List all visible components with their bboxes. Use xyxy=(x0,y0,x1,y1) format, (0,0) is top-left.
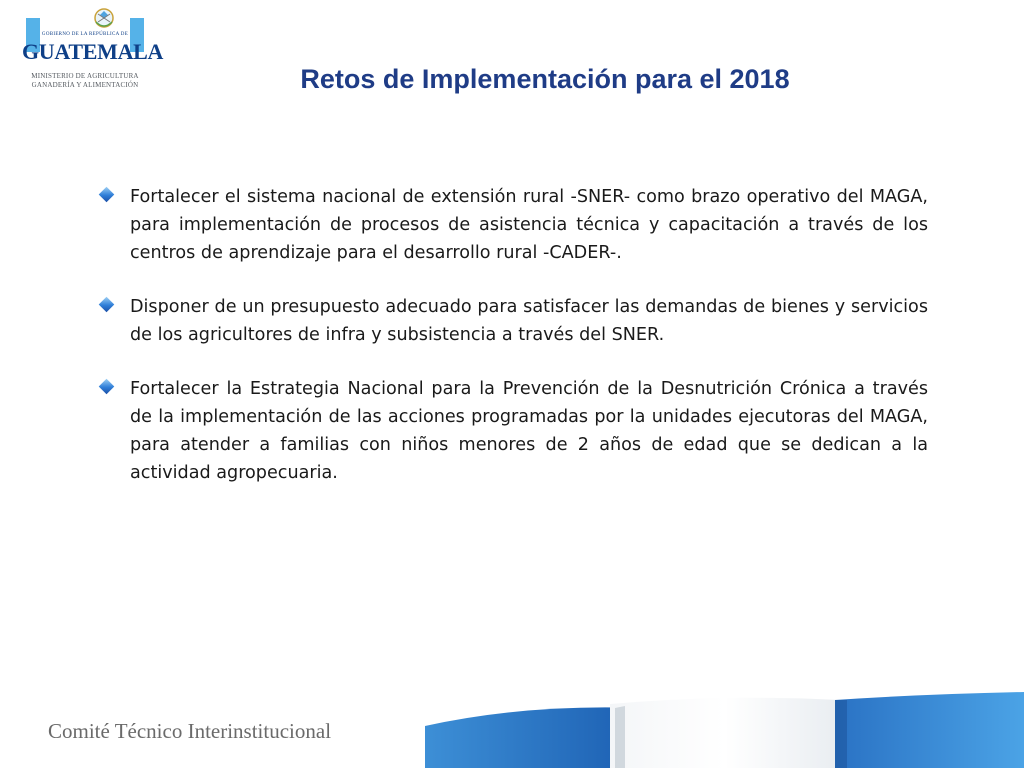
flag-band-shadow xyxy=(615,706,625,768)
logo-brand: GUATEMALA xyxy=(22,39,164,64)
slide-title: Retos de Implementación para el 2018 xyxy=(300,64,790,94)
logo-ministry-line-2: GANADERÍA Y ALIMENTACIÓN xyxy=(31,81,139,89)
decorative-flag-band xyxy=(425,686,1024,768)
diamond-bullet-icon xyxy=(99,379,115,395)
diamond-bullet-icon xyxy=(99,187,115,203)
bullet-text: Fortalecer la Estrategia Nacional para la Prevención de la Desnutrición Crónica a través de la implementación de las acciones programadas por la unidades ejecutoras del MAGA, para atender a familias con niños menores de 2 años de edad que se dedican a la actividad agropecuaria. xyxy=(130,379,928,483)
footer-committee-name: Comité Técnico Interinstitucional xyxy=(48,719,332,743)
flag-band-blue-right xyxy=(835,692,1024,768)
flag-band-blue-left xyxy=(425,707,640,768)
flag-band-shadow xyxy=(835,700,847,768)
diamond-bullet-icon xyxy=(99,297,115,313)
flag-band-white-center xyxy=(610,698,840,768)
bullet-item xyxy=(98,375,928,487)
bullet-item xyxy=(98,183,928,267)
bullet-text: Fortalecer el sistema nacional de extensión rural -SNER- como brazo operativo del MAGA, para implementación de procesos de asistencia técnica y capacitación a través de los centros de aprendizaje para el desarrollo rural -CADER-. xyxy=(130,187,928,263)
logo-government-line: GOBIERNO DE LA REPÚBLICA DE xyxy=(41,32,129,37)
coat-of-arms-icon xyxy=(90,6,118,30)
bullet-item xyxy=(98,293,928,349)
bullet-list xyxy=(98,183,928,513)
logo-ministry-line-1: MINISTERIO DE AGRICULTURA xyxy=(31,72,139,80)
bullet-text: Disponer de un presupuesto adecuado para satisfacer las demandas de bienes y servicios de los agricultores de infra y subsistencia a través del SNER. xyxy=(130,297,928,345)
